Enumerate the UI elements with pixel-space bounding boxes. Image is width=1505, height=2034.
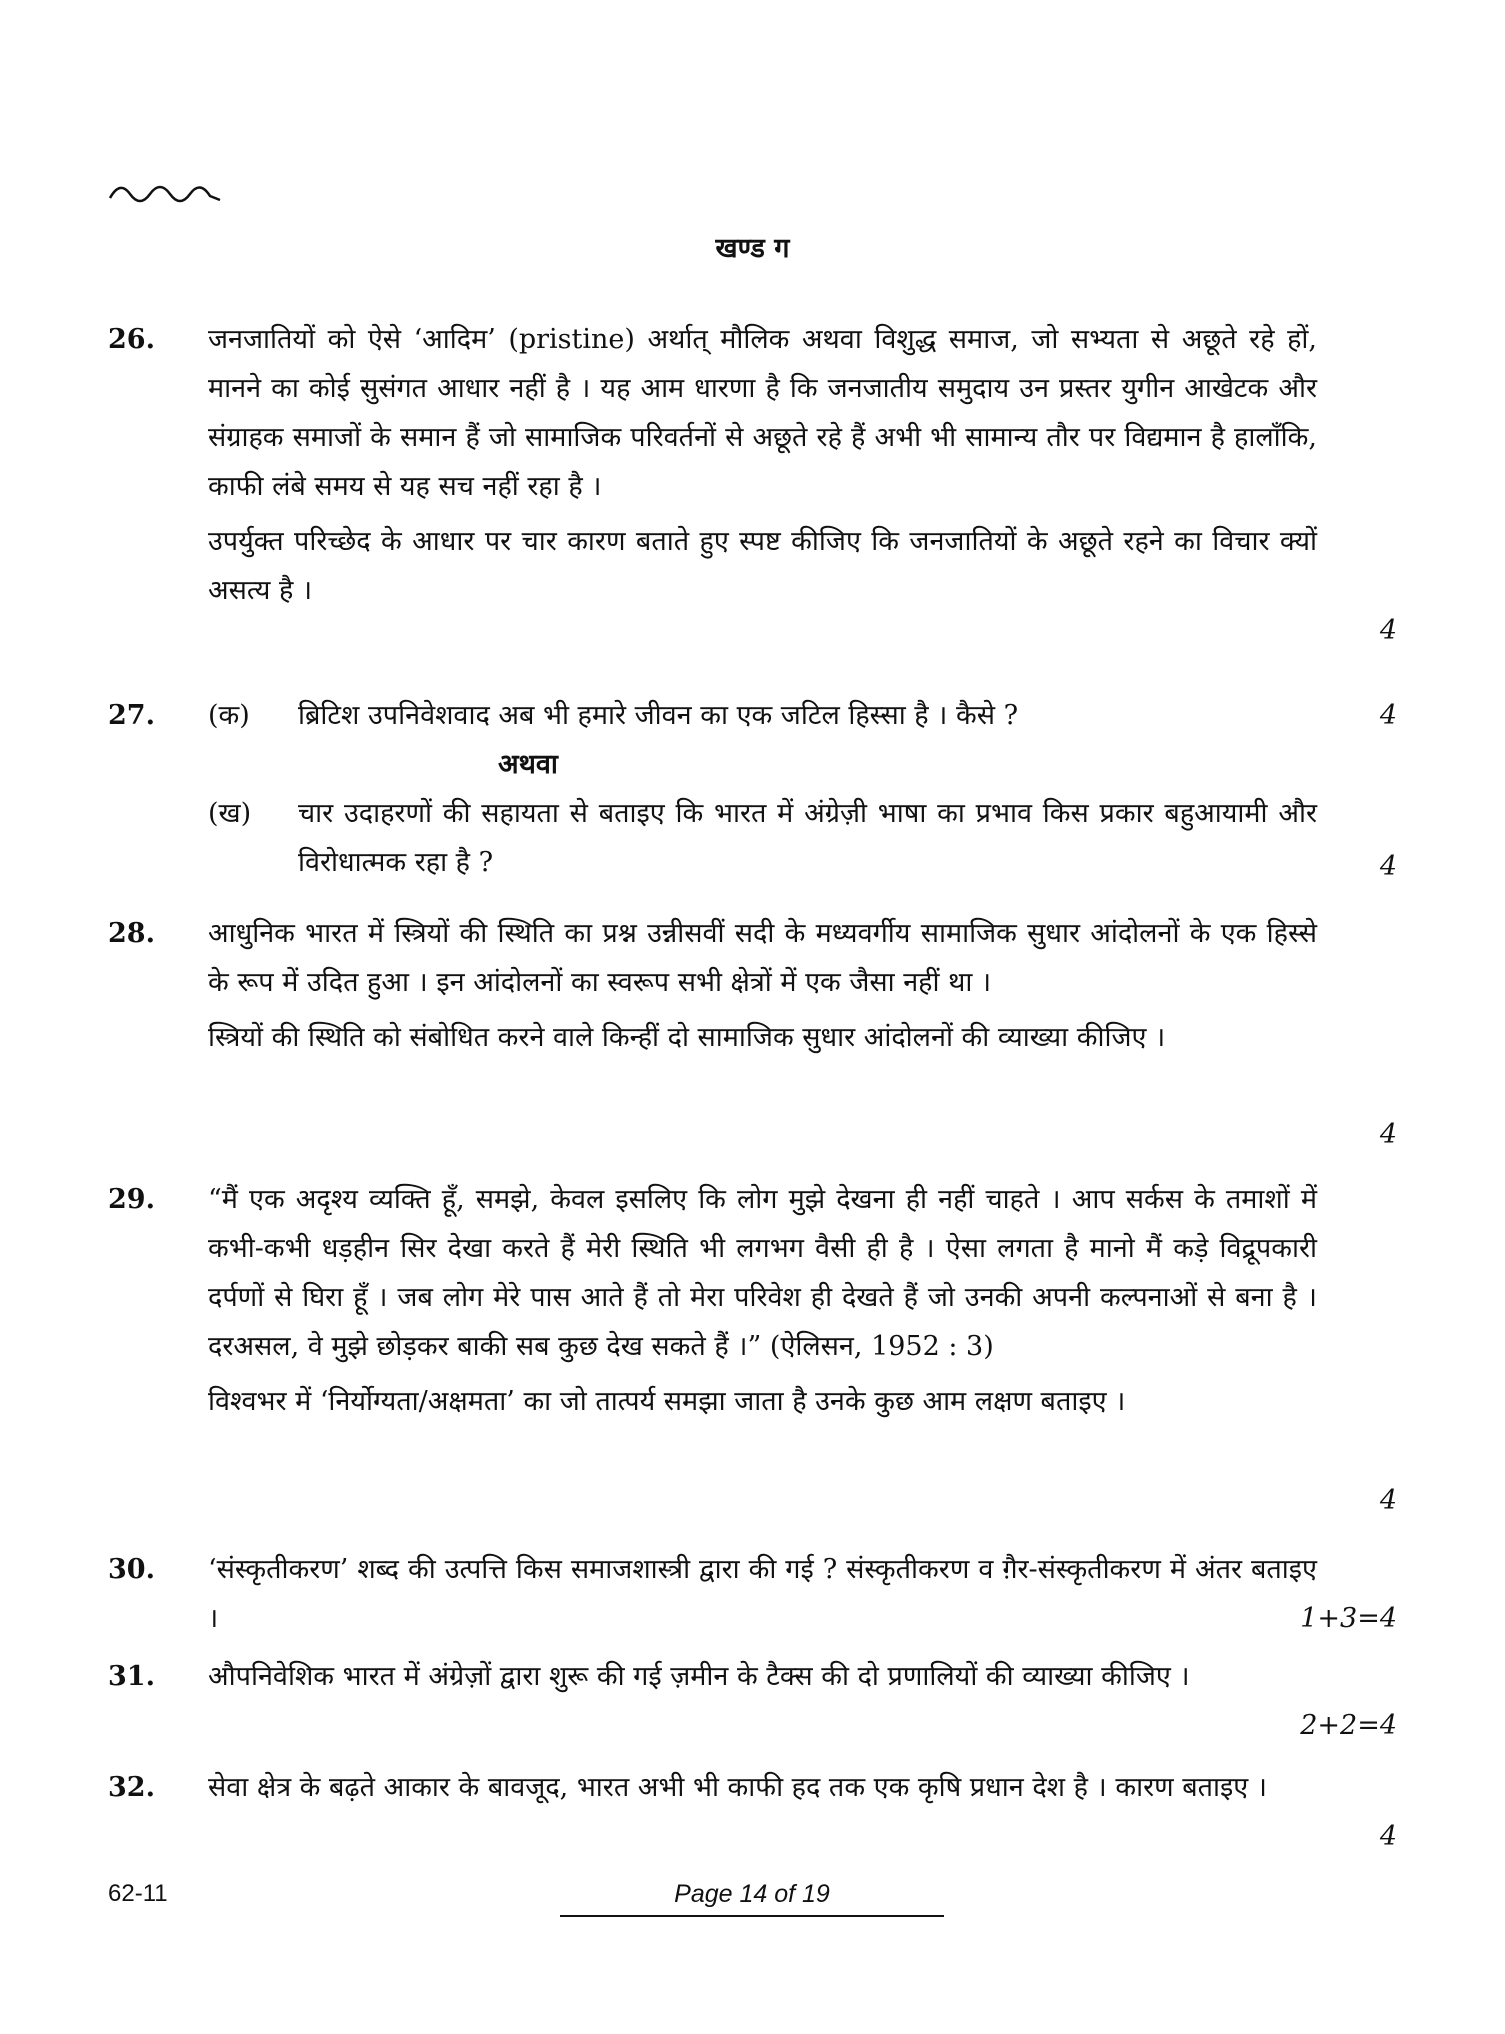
question-29 — [0, 1175, 1505, 1525]
wavy-line-mark — [108, 176, 224, 206]
marks: 4 — [1379, 1119, 1397, 1150]
question-32 — [0, 1763, 1505, 1861]
question-text: ‘संस्कृतीकरण’ शब्द की उत्पत्ति किस समाजशास्त्री द्वारा की गई ? संस्कृतीकरण व ग़ैर-संस्कृतीकरण में अंतर बताइए । — [208, 1554, 1317, 1634]
question-prompt: विश्वभर में ‘निर्योग्यता/अक्षमता’ का जो तात्पर्य समझा जाता है उनके कुछ आम लक्षण बताइए । — [208, 1386, 1126, 1417]
question-27 — [0, 691, 1505, 891]
option-b — [208, 789, 1317, 887]
section-title: खण्ड ग — [715, 233, 790, 264]
question-number: 29. — [108, 1184, 155, 1215]
option-label: (क) — [208, 700, 250, 731]
option-label: (ख) — [208, 798, 252, 829]
question-number: 32. — [108, 1772, 155, 1803]
question-prompt: स्त्रियों की स्थिति को संबोधित करने वाले किन्हीं दो सामाजिक सुधार आंदोलनों की व्याख्या कीजिए । — [208, 1022, 1166, 1053]
paper-code: 62-11 — [108, 1880, 168, 1907]
option-text: चार उदाहरणों की सहायता से बताइए कि भारत में अंग्रेज़ी भाषा का प्रभाव किस प्रकार बहुआयामी और विरोधात्मक रहा है ? — [298, 798, 1317, 878]
question-passage: जनजातियों को ऐसे ‘आदिम’ (pristine) अर्थात् मौलिक अथवा विशुद्ध समाज, जो सभ्यता से अछूते रहे हों, मानने का कोई सुसंगत आधार नहीं है । यह आम धारणा है कि जनजातीय समुदाय उन प्रस्तर युगीन आखेटक और संग्राहक समाजों के समान हैं जो सामाजिक परिवर्तनों से अछूते रहे हैं अभी भी सामान्य तौर पर विद्यमान है हालाँकि, काफी लंबे समय से यह सच नहीं रहा है । — [208, 324, 1317, 502]
question-number: 31. — [108, 1661, 155, 1692]
question-31 — [0, 1652, 1505, 1750]
question-number: 28. — [108, 918, 155, 949]
question-passage: आधुनिक भारत में स्त्रियों की स्थिति का प्रश्न उन्नीसवीं सदी के मध्यवर्गीय सामाजिक सुधार आंदोलनों के एक हिस्से के रूप में उदित हुआ । इन आंदोलनों का स्वरूप सभी क्षेत्रों में एक जैसा नहीं था । — [208, 918, 1317, 998]
marks: 2+2=4 — [1300, 1710, 1397, 1741]
marks: 1+3=4 — [1300, 1603, 1397, 1634]
question-30 — [0, 1545, 1505, 1643]
question-prompt: उपर्युक्त परिच्छेद के आधार पर चार कारण बताते हुए स्पष्ट कीजिए कि जनजातियों के अछूते रहने का विचार क्यों असत्य है । — [208, 526, 1317, 606]
question-number: 27. — [108, 700, 155, 731]
question-quote: “मैं एक अदृश्य व्यक्ति हूँ, समझे, केवल इसलिए कि लोग मुझे देखना ही नहीं चाहते । आप सर्कस के तमाशों में कभी-कभी धड़हीन सिर देखा करते हैं मेरी स्थिति भी लगभग वैसी ही है । ऐसा लगता है मानो मैं कड़े विद्रूपकारी दर्पणों से घिरा हूँ । जब लोग मेरे पास आते हैं तो मेरा परिवेश ही देखते हैं जो उनकी अपनी कल्पनाओं से बना है । दरअसल, वे मुझे छोड़कर बाकी सब कुछ देख सकते हैं ।” (ऐलिसन, 1952 : 3) — [208, 1184, 1317, 1362]
page-number: Page 14 of 19 — [560, 1880, 944, 1917]
marks: 4 — [1379, 851, 1397, 882]
marks: 4 — [1379, 700, 1397, 731]
question-text: सेवा क्षेत्र के बढ़ते आकार के बावजूद, भारत अभी भी काफी हद तक एक कृषि प्रधान देश है । कारण बताइए । — [208, 1772, 1268, 1803]
option-a — [208, 691, 1317, 740]
question-26 — [0, 315, 1505, 655]
or-label: अथवा — [498, 749, 558, 780]
question-text: औपनिवेशिक भारत में अंग्रेज़ों द्वारा शुरू की गई ज़मीन के टैक्स की दो प्रणालियों की व्याख्या कीजिए । — [208, 1661, 1190, 1692]
question-number: 30. — [108, 1554, 155, 1585]
marks: 4 — [1379, 615, 1397, 646]
marks: 4 — [1379, 1485, 1397, 1516]
question-28 — [0, 909, 1505, 1159]
option-text: ब्रिटिश उपनिवेशवाद अब भी हमारे जीवन का एक जटिल हिस्सा है । कैसे ? — [298, 700, 1019, 731]
marks: 4 — [1379, 1821, 1397, 1852]
question-number: 26. — [108, 324, 155, 355]
